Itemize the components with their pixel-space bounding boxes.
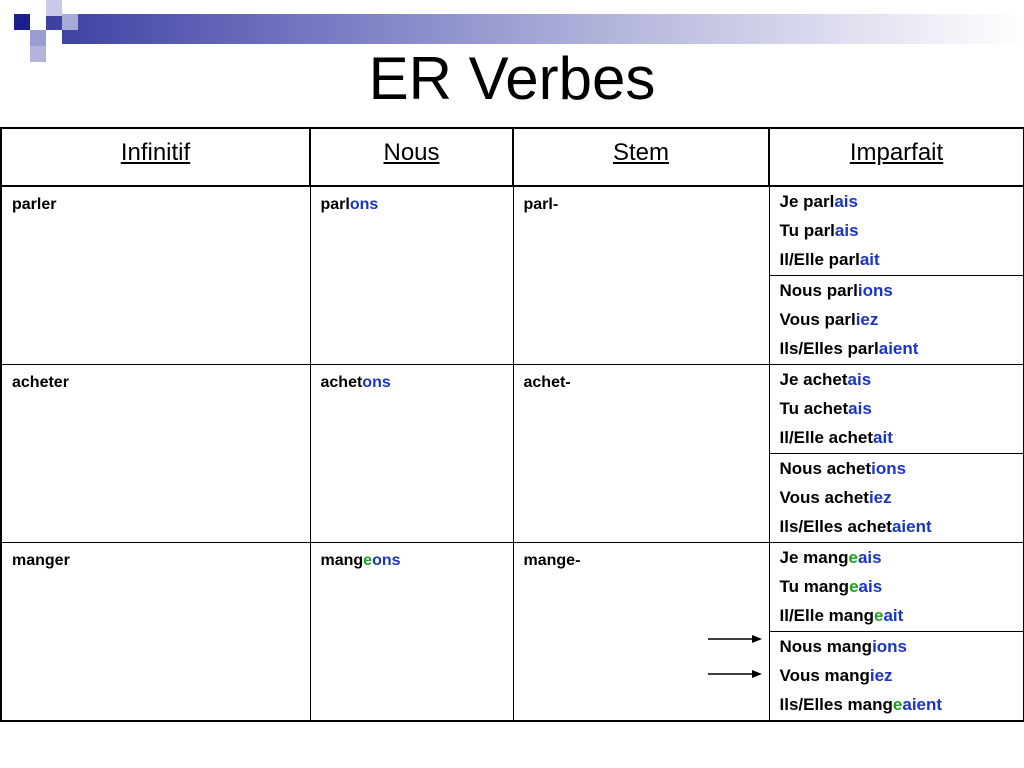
conj-subject-stem: Nous parl	[779, 281, 858, 300]
imparfait-cell	[769, 365, 1024, 543]
conj-ending: ions	[872, 637, 908, 656]
header-nous: Nous	[310, 128, 513, 186]
conj-singular-block	[770, 187, 1024, 276]
conj-inserted-e: e	[873, 606, 884, 625]
conj-ending: iez	[869, 666, 893, 685]
conj-subject-stem: Tu mang	[779, 577, 850, 596]
right-arrow-icon	[708, 634, 762, 644]
conj-ending: ait	[883, 606, 904, 625]
header-gradient-bar	[40, 14, 1024, 44]
conjugation-line	[780, 400, 1024, 429]
conjugation-line	[780, 222, 1024, 251]
conj-subject-stem: Ils/Elles parl	[779, 339, 879, 358]
conj-singular-block	[770, 365, 1024, 454]
slide-title: ER Verbes	[368, 45, 656, 112]
nous-stem: mang	[320, 552, 364, 569]
conj-subject-stem: Ils/Elles achet	[779, 517, 892, 536]
conj-subject-stem: Je achet	[779, 370, 848, 389]
conjugation-line	[780, 667, 1024, 696]
header-infinitif: Infinitif	[1, 128, 310, 186]
conj-subject-stem: Je mang	[779, 548, 849, 567]
conj-subject-stem: Je parl	[779, 192, 835, 211]
conj-ending: ais	[857, 548, 882, 567]
nous-cell	[310, 543, 513, 722]
right-arrow-icon	[708, 669, 762, 679]
nous-stem: achet	[320, 374, 363, 391]
nous-ending: ons	[349, 196, 379, 213]
infinitif-cell: manger	[1, 543, 310, 722]
conjugation-line	[780, 549, 1024, 578]
conjugation-line	[780, 193, 1024, 222]
table-row	[1, 186, 1024, 365]
conj-plural-block	[770, 276, 1024, 364]
conj-inserted-e: e	[849, 577, 859, 596]
conj-ending: ait	[873, 428, 893, 447]
conj-ending: ions	[871, 459, 907, 478]
conj-subject-stem: Vous mang	[779, 666, 870, 685]
conj-ending: ait	[859, 250, 880, 269]
decor-square	[46, 0, 62, 16]
stem-cell: parl-	[513, 186, 769, 365]
conjugation-line	[780, 696, 1024, 725]
nous-ending: ons	[362, 374, 391, 391]
nous-stem: parl	[320, 196, 350, 213]
conjugation-line	[780, 371, 1024, 400]
decor-square	[14, 14, 30, 30]
stem-cell: mange-	[513, 543, 769, 722]
table-row	[1, 543, 1024, 722]
imparfait-cell	[769, 543, 1024, 722]
decor-square	[30, 14, 46, 30]
conj-plural-block	[770, 454, 1024, 542]
nous-ending: ons	[372, 552, 401, 569]
conj-subject-stem: Vous achet	[779, 488, 869, 507]
nous-inserted-e: e	[363, 552, 373, 569]
decor-square	[62, 14, 78, 30]
conj-subject-stem: Nous achet	[779, 459, 872, 478]
nous-cell	[310, 186, 513, 365]
conj-subject-stem: Nous mang	[779, 637, 873, 656]
conj-ending: ais	[834, 192, 858, 211]
conj-ending: ais	[847, 370, 872, 389]
conjugation-line	[780, 489, 1024, 518]
conj-ending: ions	[857, 281, 893, 300]
infinitif-cell: parler	[1, 186, 310, 365]
header-imparfait: Imparfait	[769, 128, 1024, 186]
conj-subject-stem: Ils/Elles mang	[779, 695, 893, 714]
conj-singular-block	[770, 543, 1024, 632]
table-header-row	[1, 128, 1024, 186]
nous-cell	[310, 365, 513, 543]
conjugation-line	[780, 460, 1024, 489]
conjugation-line	[780, 282, 1024, 311]
table-row	[1, 365, 1024, 543]
conjugation-line	[780, 638, 1024, 667]
infinitif-cell: acheter	[1, 365, 310, 543]
conjugation-line	[780, 578, 1024, 607]
conj-ending: ais	[834, 221, 859, 240]
conj-ending: iez	[855, 310, 879, 329]
conj-subject-stem: Il/Elle achet	[779, 428, 874, 447]
conj-ending: aient	[878, 339, 919, 358]
verb-table	[0, 127, 1024, 722]
conj-subject-stem: Il/Elle mang	[779, 606, 874, 625]
header-stem: Stem	[513, 128, 769, 186]
conj-subject-stem: Tu parl	[779, 221, 835, 240]
conj-inserted-e: e	[848, 548, 858, 567]
conj-ending: ais	[848, 399, 872, 418]
conj-subject-stem: Il/Elle parl	[779, 250, 860, 269]
conj-ending: aient	[902, 695, 943, 714]
stem-cell: achet-	[513, 365, 769, 543]
conj-ending: ais	[858, 577, 883, 596]
conj-ending: iez	[868, 488, 892, 507]
conjugation-line	[780, 311, 1024, 340]
conj-ending: aient	[891, 517, 932, 536]
conj-inserted-e: e	[892, 695, 903, 714]
conj-subject-stem: Vous parl	[779, 310, 856, 329]
imparfait-cell	[769, 186, 1024, 365]
conj-plural-block	[770, 632, 1024, 720]
conj-subject-stem: Tu achet	[779, 399, 849, 418]
